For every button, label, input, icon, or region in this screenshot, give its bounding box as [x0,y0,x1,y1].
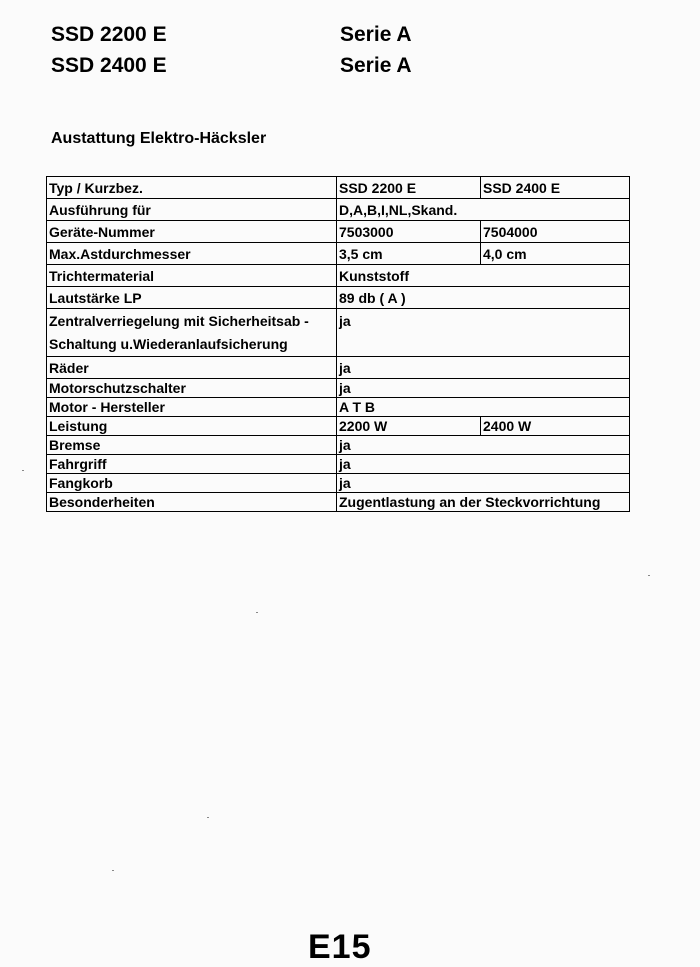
cell-value: ja [337,474,630,493]
section-title: Austattung Elektro-Häcksler [51,130,267,147]
row-label: Max.Astdurchmesser [47,243,337,265]
cell-value: ja [337,309,630,357]
row-label: Trichtermaterial [47,265,337,287]
cell-value: 89 db ( A ) [337,287,630,309]
cell-value-b: 4,0 cm [481,243,630,265]
model-title-1: SSD 2200 E [51,23,167,46]
row-label: Besonderheiten [47,493,337,512]
spec-table [46,176,630,512]
table-row [47,398,630,417]
cell-value-a: 3,5 cm [337,243,481,265]
scan-speck [648,575,650,576]
table-row [47,177,630,199]
table-row [47,474,630,493]
scan-speck [256,612,258,613]
table-row [47,493,630,512]
row-label: Fahrgriff [47,455,337,474]
cell-value: ja [337,379,630,398]
table-row [47,265,630,287]
cell-value-b: 7504000 [481,221,630,243]
table-row [47,455,630,474]
row-label: Geräte-Nummer [47,221,337,243]
cell-value-b: 2400 W [481,417,630,436]
table-row [47,221,630,243]
cell-value-a: 7503000 [337,221,481,243]
serie-label-2: Serie A [340,54,412,77]
row-label: Bremse [47,436,337,455]
row-label: Ausführung für [47,199,337,221]
row-label: Motorschutzschalter [47,379,337,398]
cell-value: ja [337,436,630,455]
cell-value: A T B [337,398,630,417]
scan-speck [22,470,24,471]
row-label: Typ / Kurzbez. [47,177,337,199]
table-row [47,243,630,265]
page-code: E15 [308,928,372,966]
row-label-line-2: Schaltung u.Wiederanlaufsicherung [49,336,288,352]
model-title-2: SSD 2400 E [51,54,167,77]
serie-label-1: Serie A [340,23,412,46]
cell-value-b: SSD 2400 E [481,177,630,199]
row-label: Räder [47,357,337,379]
cell-value-a: SSD 2200 E [337,177,481,199]
table-row [47,357,630,379]
row-label: Lautstärke LP [47,287,337,309]
row-label-line-1: Zentralverriegelung mit Sicherheitsab - [49,313,309,329]
row-label: Motor - Hersteller [47,398,337,417]
cell-value: D,A,B,I,NL,Skand. [337,199,630,221]
row-label: Leistung [47,417,337,436]
cell-value: Zugentlastung an der Steckvorrichtung [337,493,630,512]
scan-speck [112,870,114,871]
table-row [47,417,630,436]
cell-value: Kunststoff [337,265,630,287]
table-row [47,436,630,455]
table-row [47,199,630,221]
table-row [47,379,630,398]
scan-speck [207,817,209,818]
row-label [47,309,337,357]
cell-value: ja [337,455,630,474]
cell-value: ja [337,357,630,379]
table-row [47,309,630,357]
cell-value-a: 2200 W [337,417,481,436]
table-row [47,287,630,309]
row-label: Fangkorb [47,474,337,493]
